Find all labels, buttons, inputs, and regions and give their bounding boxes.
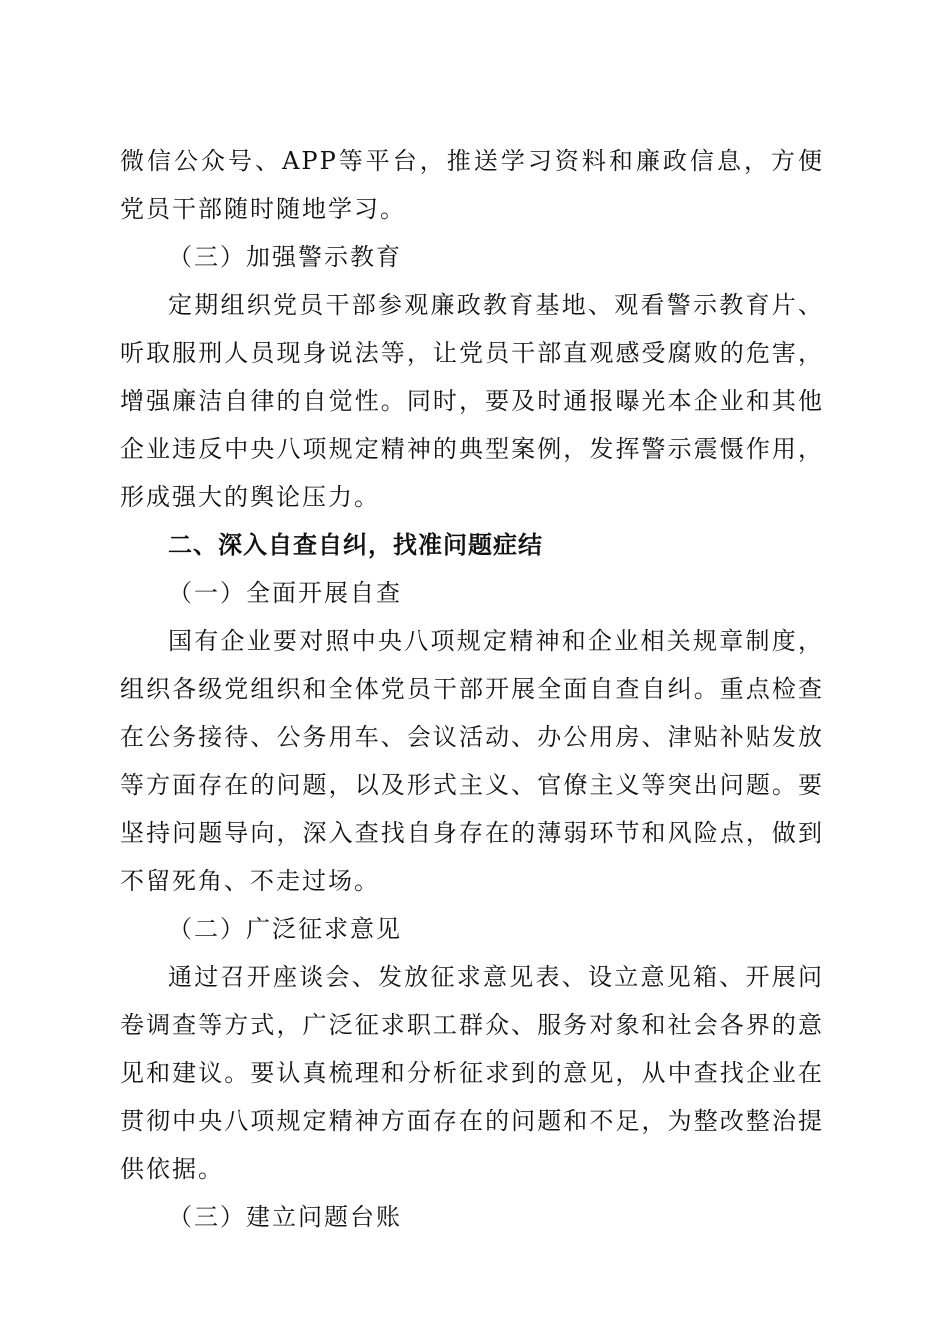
document-body — [120, 137, 824, 1241]
subsection-heading-problem-ledger: （三）建立问题台账 — [168, 1203, 402, 1231]
paragraph-warning-education: 定期组织党员干部参观廉政教育基地、观看警示教育片、听取服刑人员现身说法等，让党员干部直观感受腐败的危害，增强廉洁自律的自觉性。同时，要及时通报曝光本企业和其他企业违反中央八项规定精神的典型案例，发挥警示震慑作用，形成强大的舆论压力。 — [120, 291, 824, 511]
section-heading-self-inspection: 二、深入自查自纠，找准问题症结 — [168, 531, 543, 559]
subsection-heading-self-check: （一）全面开展自查 — [168, 579, 402, 607]
paragraph-self-check: 国有企业要对照中央八项规定精神和企业相关规章制度，组织各级党组织和全体党员干部开展全面自查自纠。重点检查在公务接待、公务用车、会议活动、办公用房、津贴补贴发放等方面存在的问题，以及形式主义、官僚主义等突出问题。要坚持问题导向，深入查找自身存在的薄弱环节和风险点，做到不留死角、不走过场。 — [120, 627, 824, 895]
subsection-heading-warning-education: （三）加强警示教育 — [168, 243, 402, 271]
continuation-paragraph: 微信公众号、APP等平台，推送学习资料和廉政信息，方便党员干部随时随地学习。 — [120, 147, 824, 223]
paragraph-solicit-opinions: 通过召开座谈会、发放征求意见表、设立意见箱、开展问卷调查等方式，广泛征求职工群众、服务对象和社会各界的意见和建议。要认真梳理和分析征求到的意见，从中查找企业在贯彻中央八项规定精神方面存在的问题和不足，为整改整治提供依据。 — [120, 963, 824, 1183]
subsection-heading-solicit-opinions: （二）广泛征求意见 — [168, 915, 402, 943]
